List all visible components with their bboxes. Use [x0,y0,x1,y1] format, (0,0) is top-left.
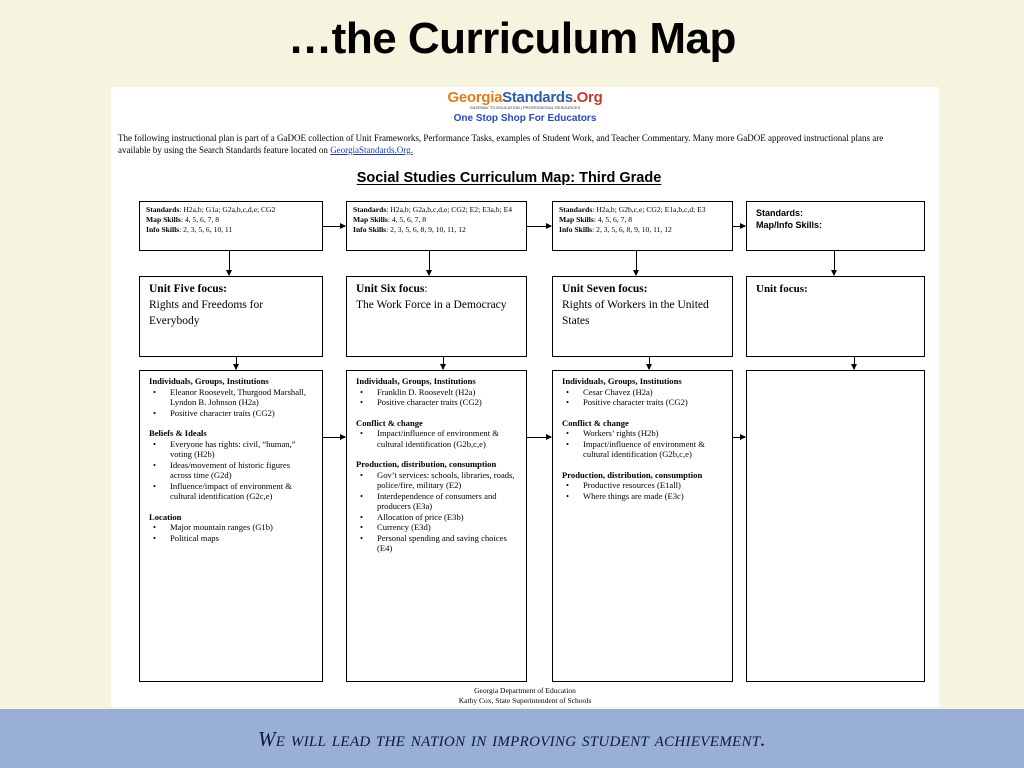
list-item: • Impact/influence of environment & cultural identification (G2b,c,e) [360,428,499,449]
intro-text: The following instructional plan is part of a GaDOE collection of Unit Frameworks, Performance Tasks, examples of Student Work, and Teacher Commentary. Many more GaDOE approved instructional plans are available by using the Search Standards feature located on [118,133,884,155]
section-heading: Individuals, Groups, Institutions [562,376,682,386]
section-heading: Beliefs & Ideals [149,428,207,438]
unit-heading: Unit Five focus: [149,283,227,295]
logo-text-georgia: Georgia [447,89,503,106]
section-heading: Production, distribution, consumption [562,469,703,480]
bullet-icon: • [360,532,364,543]
unit-box-five [139,276,323,357]
list-item: • Influence/impact of environment & cultural identification (G2c,e) [153,480,292,501]
arrow-down-icon [236,357,237,369]
list-item: • Allocation of price (E3b) [360,511,464,522]
section-heading: Conflict & change [562,417,629,428]
section-heading: Individuals, Groups, Institutions [356,376,476,386]
topic-list [149,439,313,502]
georgia-standards-link[interactable]: GeorgiaStandards.Org. [330,145,413,155]
list-item: • Where things are made (E3c) [566,490,684,501]
bullet-icon: • [566,397,570,407]
bullet-icon: • [153,522,157,532]
georgia-standards-logo [111,89,939,124]
slide-motto: We will lead the nation in improving student achievement. [258,727,766,751]
list-item: • Eleanor Roosevelt, Thurgood Marshall, Lyndon B. Johnson (H2a) [153,386,306,407]
logo-text-org: .Org [572,89,603,106]
bullet-icon: • [566,438,570,449]
list-item: • Workers’ rights (H2b) [566,428,659,438]
arrow-down-icon [834,251,835,275]
unit-heading: Unit focus: [756,283,808,295]
section-heading: Location [149,511,182,522]
content-box-unit-six [346,370,527,682]
bullet-icon: • [153,407,157,418]
topic-list [356,387,517,408]
bullet-icon: • [153,532,157,543]
unit-body: The Work Force in a Democracy [356,299,507,311]
logo-subtitle: GATEWAY TO EDUCATION | PROFESSIONAL RESOURCES [469,105,581,110]
list-item: • Currency (E3d) [360,522,431,532]
bullet-icon: • [566,480,570,490]
arrow-right-icon [733,437,745,438]
section-heading: Production, distribution, consumption [356,459,497,469]
bullet-icon: • [153,386,157,397]
arrow-down-icon [443,357,444,369]
list-item: • Franklin D. Roosevelt (H2a) [360,386,476,397]
slide-title: …the Curriculum Map [288,14,736,63]
section-heading: Conflict & change [356,417,423,428]
logo-text-standards: Standards [502,89,573,106]
topic-list [356,470,517,554]
bullet-icon: • [153,438,157,449]
unit-body: Rights and Freedoms for Everybody [149,299,264,327]
curriculum-document [111,87,939,707]
arrow-down-icon [854,357,855,369]
topic-list [149,387,313,419]
arrow-down-icon [429,251,430,275]
bullet-icon: • [153,480,157,491]
logo-tagline: One Stop Shop For Educators [453,113,597,124]
bullet-icon: • [566,490,570,501]
arrow-right-icon [527,437,551,438]
list-item: • Positive character traits (CG2) [566,397,688,407]
bullet-icon: • [360,522,364,532]
arrow-right-icon [323,226,345,227]
topic-list [356,428,517,449]
topic-list [562,480,723,501]
topic-list [562,387,723,408]
section-heading: Individuals, Groups, Institutions [149,376,269,386]
list-item: • Ideas/movement of historic figures across time (G2d) [153,459,291,480]
bullet-icon: • [360,386,364,397]
list-item: • Major mountain ranges (G1b) [153,522,273,532]
list-item: • Positive character traits (CG2) [153,407,275,418]
unit-heading: Unit Six focus [356,283,425,295]
document-footer: Georgia Department of Education Kathy Cox, State Superintendent of Schools [458,686,592,705]
unit-heading: Unit Seven focus: [562,283,648,295]
content-box-unit-seven [552,370,733,682]
list-item: • Cesar Chavez (H2a) [566,386,653,397]
bullet-icon: • [360,490,364,501]
topic-list [149,522,313,543]
bullet-icon: • [360,428,364,438]
bullet-icon: • [360,397,364,407]
arrow-down-icon [636,251,637,275]
list-item: • Productive resources (E1all) [566,480,681,490]
list-item: • Interdependence of consumers and producers (E3a) [360,490,497,511]
bullet-icon: • [153,459,157,470]
bullet-icon: • [360,469,364,480]
arrow-right-icon [733,226,745,227]
unit-box-seven [552,276,733,357]
arrow-down-icon [649,357,650,369]
content-box-unit-five [139,370,323,682]
topic-list [562,428,723,460]
arrow-right-icon [527,226,551,227]
list-item: • Impact/influence of environment & cultural identification (G2b,c,e) [566,438,705,459]
list-item: • Everyone has rights: civil, “human,” voting (H2b) [153,438,296,459]
arrow-down-icon [229,251,230,275]
standards-box-blank-unit: Standards: Map/Info Skills: [746,201,925,251]
bullet-icon: • [566,428,570,438]
content-box-blank [746,370,925,682]
list-item: • Political maps [153,532,219,543]
standards-box-unit-five: Standards: H2a,b; G1a; G2a,b,c,d,e; CG2 Map Skills: 4, 5, 6, 7, 8 Info Skills: 2, 3, 5, 6, 10, 11 [139,201,323,251]
list-item: • Positive character traits (CG2) [360,397,482,407]
intro-paragraph [118,132,888,156]
standards-box-unit-seven: Standards: H2a,b; G2b,c,e; CG2; E1a,b,c,d; E3 Map Skills: 4, 5, 6, 7, 8 Info Skills: 2, 3, 5, 6, 8, 9, 10, 11, 12 [552,201,733,251]
bullet-icon: • [566,386,570,397]
unit-box-blank [746,276,925,357]
document-title: Social Studies Curriculum Map: Third Grade [356,170,662,186]
list-item: • Gov’t services: schools, libraries, roads, police/fire, military (E2) [360,469,515,490]
list-item: • Personal spending and saving choices (E4) [360,532,507,553]
unit-box-six: Unit Six focus: The Work Force in a Democracy [346,276,527,357]
unit-body: Rights of Workers in the United States [562,299,709,327]
bullet-icon: • [360,511,364,522]
standards-box-unit-six: Standards: H2a,b; G2a,b,c,d,e; CG2; E2; E3a,b; E4 Map Skills: 4, 5, 6, 7, 8 Info Skills: 2, 3, 5, 6, 8, 9, 10, 11, 12 [346,201,527,251]
arrow-right-icon [323,437,345,438]
